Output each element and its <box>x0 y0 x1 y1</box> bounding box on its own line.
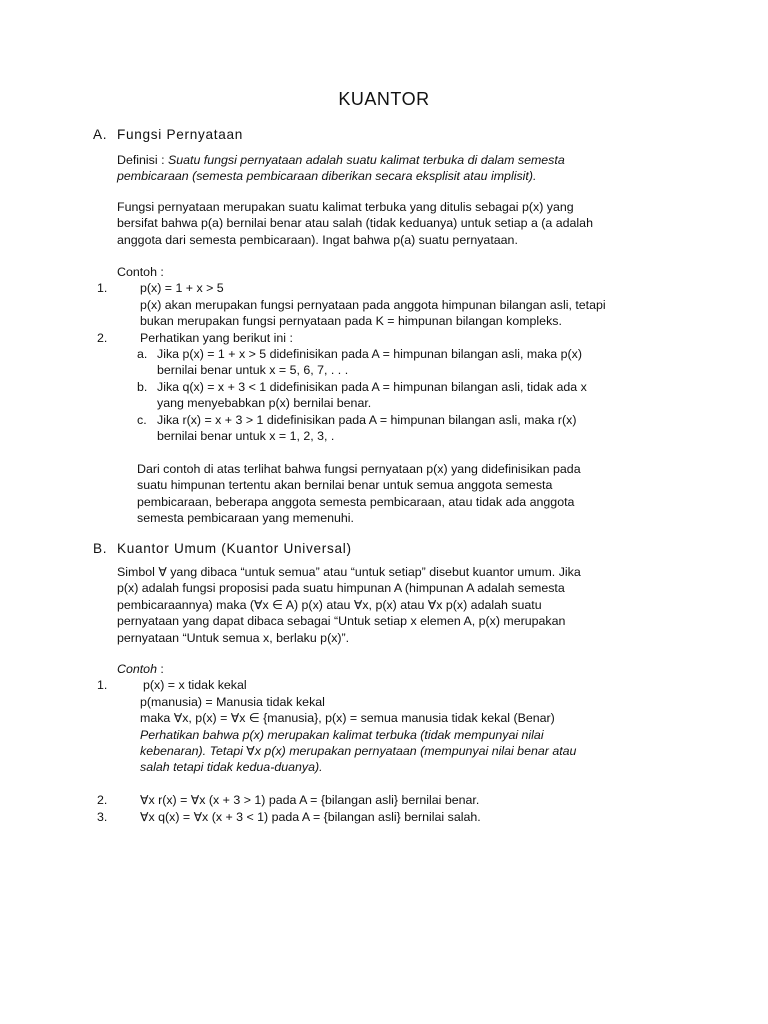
page-title: KUANTOR <box>338 89 430 109</box>
example-1 <box>97 677 687 693</box>
subitem-a-line1: Jika p(x) = 1 + x > 5 didefinisikan pada A = himpunan bilangan asli, maka p(x) <box>157 347 582 362</box>
subitem-a <box>137 346 687 362</box>
subitem-b-line1: Jika q(x) = x + 3 < 1 didefinisikan pada A = himpunan bilangan asli, tidak ada x <box>157 379 587 394</box>
paragraph-line: Fungsi pernyataan merupakan suatu kalimat terbuka yang ditulis sebagai p(x) yang <box>117 200 574 214</box>
definition-text-line1: Suatu fungsi pernyataan adalah suatu kalimat terbuka di dalam semesta <box>167 153 565 167</box>
section-a-heading <box>93 126 693 144</box>
example-2 <box>97 330 687 346</box>
example-number: 2. <box>97 330 108 345</box>
paragraph-line: p(x) adalah fungsi proposisi pada suatu himpunan A (himpunan A adalah semesta <box>117 581 565 596</box>
section-b-heading <box>93 540 693 558</box>
example-2-text: ∀x r(x) = ∀x (x + 3 > 1) pada A = {bilangan asli} bernilai benar. <box>140 793 480 808</box>
subitem-c <box>137 412 687 428</box>
definition-text-line2: pembicaraan (semesta pembicaraan diberikan secara eksplisit atau implisit). <box>117 169 537 184</box>
definition-block <box>117 152 687 185</box>
example-number: 2. <box>97 793 108 808</box>
kuantor-umum-paragraph <box>117 564 687 646</box>
subitem-c-line1: Jika r(x) = x + 3 > 1 didefinisikan pada A = himpunan bilangan asli, maka r(x) <box>157 412 577 427</box>
section-a-title: Fungsi Pernyataan <box>117 127 244 142</box>
example-3 <box>97 809 687 825</box>
paragraph-line: pernyataan “Untuk semua x, berlaku p(x)”. <box>117 630 350 645</box>
subitem-c-line2: bernilai benar untuk x = 1, 2, 3, . <box>157 429 335 444</box>
definition-label: Definisi : <box>117 153 165 167</box>
example-number: 3. <box>97 809 108 824</box>
example-number: 1. <box>97 281 108 296</box>
paragraph-line: Simbol ∀ yang dibaca “untuk semua” atau “untuk setiap” disebut kuantor umum. Jika <box>117 565 581 579</box>
subitem-label: c. <box>137 412 147 427</box>
section-b-title: Kuantor Umum (Kuantor Universal) <box>117 541 352 556</box>
italic-note-line: Perhatikan bahwa p(x) merupakan kalimat terbuka (tidak mempunyai nilai <box>140 727 544 742</box>
section-a-letter: A. <box>93 127 108 142</box>
subitem-b-line2: yang menyebabkan p(x) bernilai benar. <box>157 396 372 411</box>
contoh-label: Contoh <box>117 662 157 676</box>
contoh-label: Contoh : <box>117 265 164 279</box>
subitem-a-line2: bernilai benar untuk x = 5, 6, 7, . . . <box>157 363 349 378</box>
paragraph-line: pembicaraannya) maka (∀x ∈ A) p(x) atau ∀x, p(x) atau ∀x p(x) adalah suatu <box>117 597 542 612</box>
example-3-text: ∀x q(x) = ∀x (x + 3 < 1) pada A = {bilangan asli} bernilai salah. <box>140 809 481 824</box>
paragraph-line: pembicaraan, beberapa anggota semesta pembicaraan, atau tidak ada anggota <box>137 494 575 509</box>
italic-note-line: kebenaran). Tetapi ∀x p(x) merupakan pernyataan (mempunyai nilai benar atau <box>140 744 577 759</box>
example-1-line2: p(x) akan merupakan fungsi pernyataan pada anggota himpunan bilangan asli, tetapi <box>140 297 606 312</box>
example-2-intro: Perhatikan yang berikut ini : <box>140 330 293 345</box>
example-1 <box>97 280 687 296</box>
subitem-b <box>137 379 687 395</box>
paragraph-line: bersifat bahwa p(a) bernilai benar atau salah (tidak keduanya) untuk setiap a (a adalah <box>117 216 593 231</box>
example-1-line2: p(manusia) = Manusia tidak kekal <box>140 694 325 709</box>
fungsi-pernyataan-paragraph <box>117 199 687 248</box>
paragraph-line: anggota dari semesta pembicaraan). Ingat bahwa p(a) suatu pernyataan. <box>117 232 518 247</box>
section-a-examples <box>97 264 687 526</box>
contoh-colon: : <box>156 662 164 676</box>
paragraph-line: pernyataan yang dapat dibaca sebagai “Untuk setiap x elemen A, p(x) merupakan <box>117 614 566 629</box>
subitem-label: a. <box>137 347 148 362</box>
section-b-letter: B. <box>93 541 108 556</box>
paragraph-line: semesta pembicaraan yang memenuhi. <box>137 511 354 526</box>
italic-note-line: salah tetapi tidak kedua-duanya). <box>140 760 323 775</box>
conclusion-paragraph <box>117 461 687 527</box>
example-1-formula: p(x) = 1 + x > 5 <box>140 281 224 296</box>
example-1-line1: p(x) = x tidak kekal <box>143 678 247 693</box>
example-number: 1. <box>97 678 108 693</box>
paragraph-line: Dari contoh di atas terlihat bahwa fungsi pernyataan p(x) yang didefinisikan pada <box>137 461 581 476</box>
example-2-subitems <box>117 346 687 444</box>
section-b-examples <box>97 661 687 825</box>
paragraph-line: suatu himpunan tertentu akan bernilai benar untuk semua anggota semesta <box>137 478 553 493</box>
subitem-label: b. <box>137 379 148 394</box>
example-1-line3: bukan merupakan fungsi pernyataan pada K = himpunan bilangan kompleks. <box>140 314 562 329</box>
example-2 <box>97 792 687 808</box>
example-1-line3: maka ∀x, p(x) = ∀x ∈ {manusia}, p(x) = semua manusia tidak kekal (Benar) <box>140 711 555 726</box>
